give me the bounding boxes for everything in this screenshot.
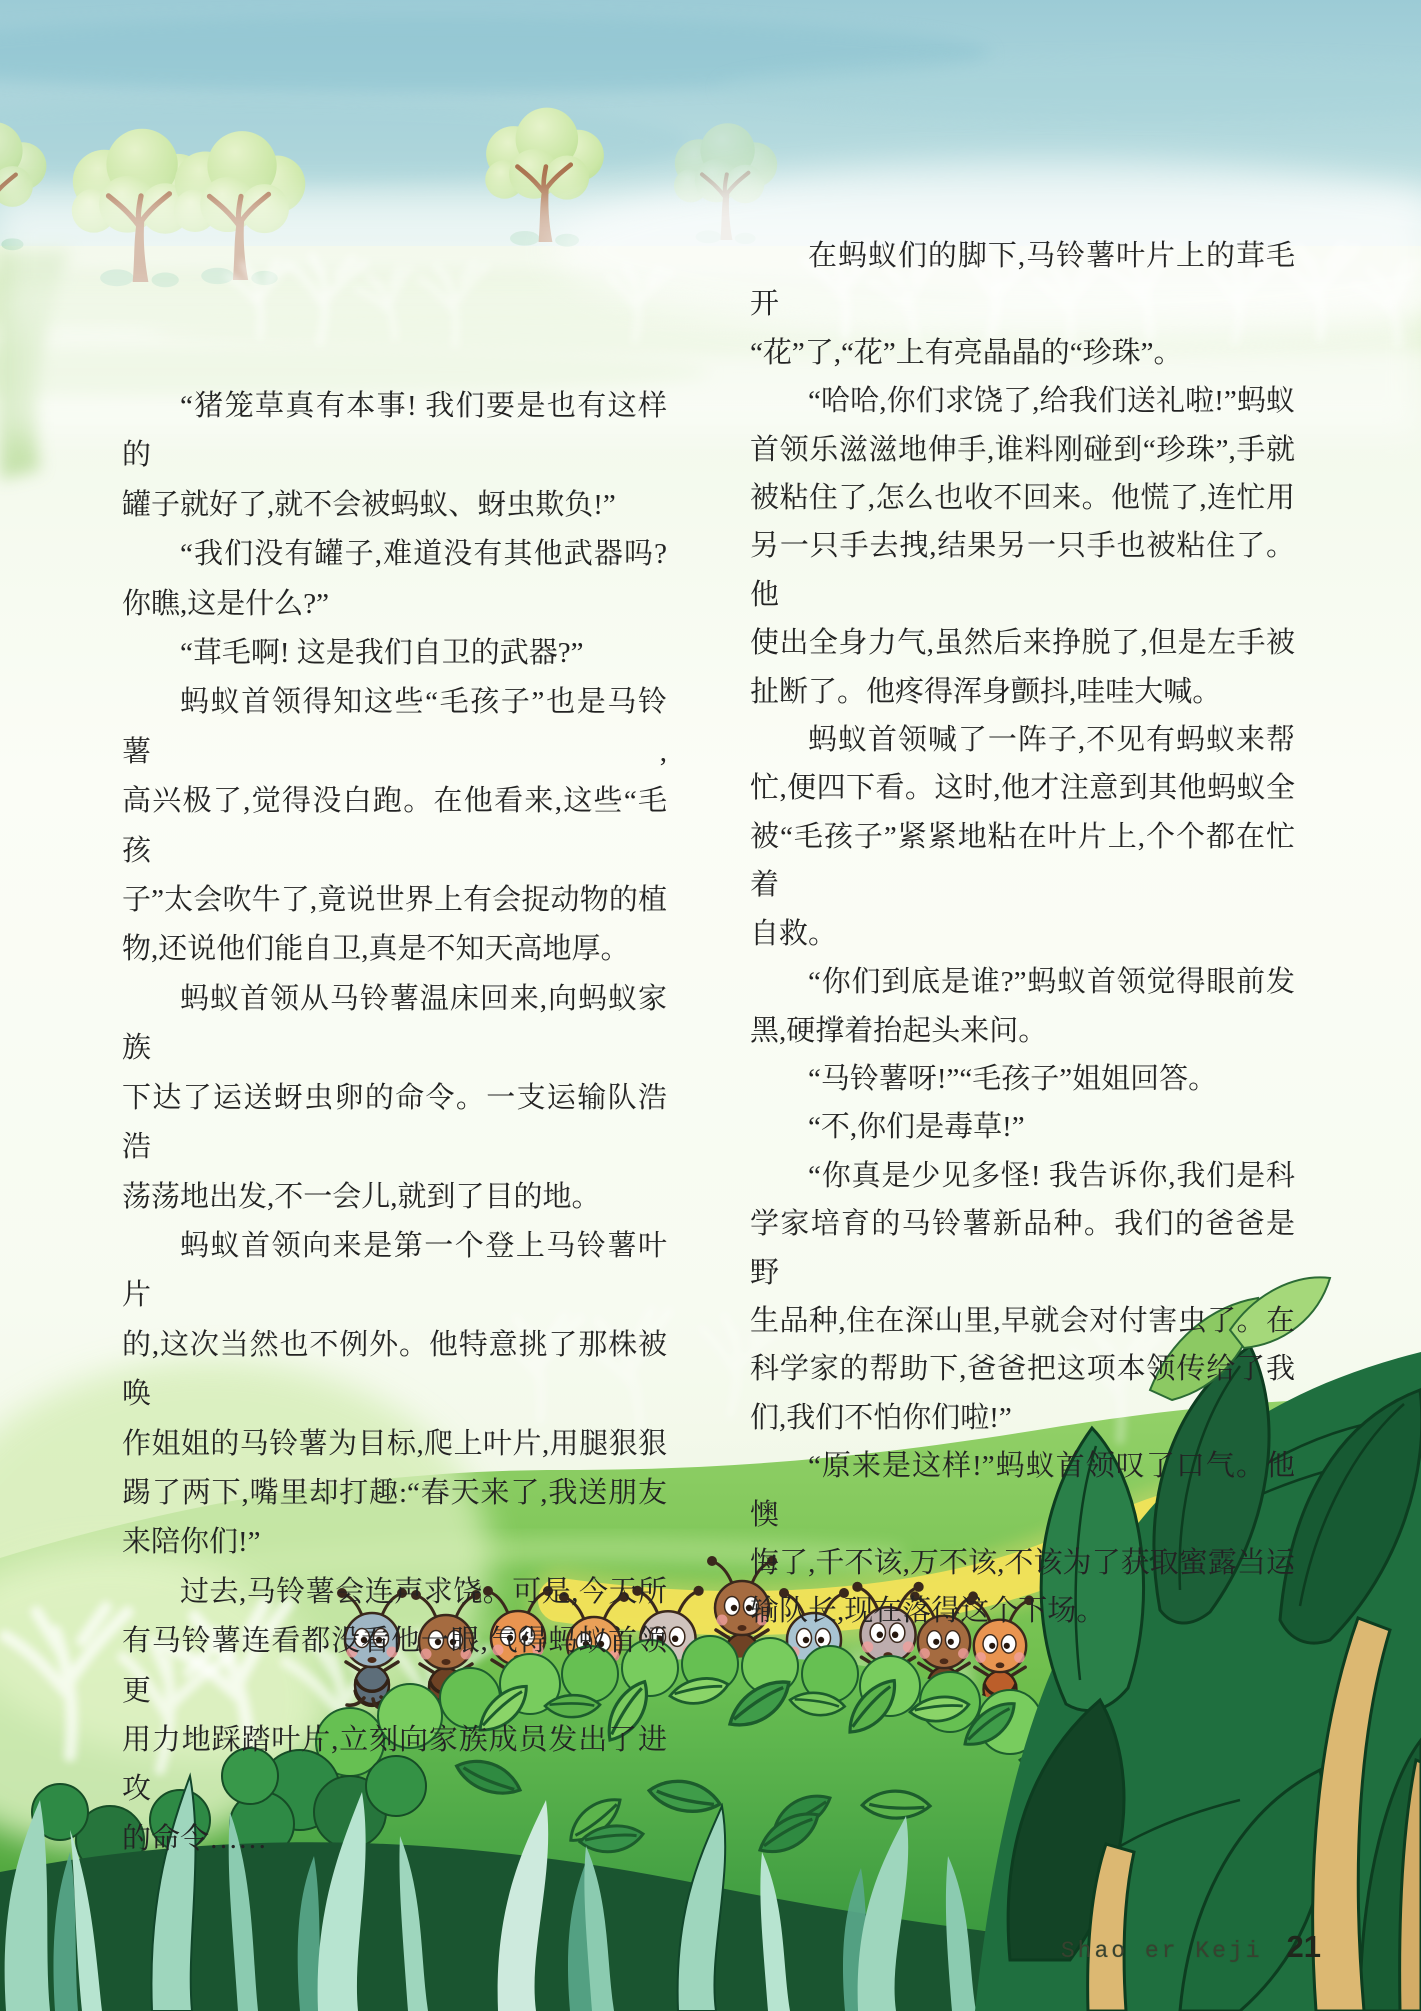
text-line: 你瞧,这是什么?” bbox=[122, 587, 329, 620]
text-line: 被“毛孩子”紧紧地粘在叶片上,个个都在忙着 bbox=[750, 820, 1295, 902]
page-number: 21 bbox=[1286, 1929, 1321, 1964]
text-line: “猪笼草真有本事! 我们要是也有这样的 bbox=[122, 390, 667, 472]
text-line: 高兴极了,觉得没白跑。在他看来,这些“毛孩 bbox=[122, 785, 667, 867]
text-line: 科学家的帮助下,爸爸把这项本领传给了我 bbox=[750, 1353, 1295, 1386]
text-line: 的命令…… bbox=[122, 1822, 268, 1855]
text-line: 作姐姐的马铃薯为目标,爬上叶片,用腿狠狠 bbox=[122, 1427, 667, 1460]
story-left-column bbox=[122, 382, 667, 1864]
text-line: 黑,硬撑着抬起头来问。 bbox=[750, 1014, 1048, 1047]
text-line: “你们到底是谁?”蚂蚁首领觉得眼前发 bbox=[808, 966, 1295, 999]
text-line: 蚂蚁首领向来是第一个登上马铃薯叶片 bbox=[122, 1229, 667, 1312]
text-line: 使出全身力气,虽然后来挣脱了,但是左手被 bbox=[750, 627, 1295, 660]
text-line: 输队长,现在落得这个下场。 bbox=[750, 1595, 1106, 1628]
text-line: 过去,马铃薯会连声求饶。可是,今天所 bbox=[180, 1575, 667, 1608]
text-line: “你真是少见多怪! 我告诉你,我们是科 bbox=[808, 1159, 1295, 1192]
text-line: “茸毛啊! 这是我们自卫的武器?” bbox=[180, 637, 584, 670]
text-line: 被粘住了,怎么也收不回来。他慌了,连忙用 bbox=[750, 482, 1295, 515]
text-line: 罐子就好了,就不会被蚂蚁、蚜虫欺负!” bbox=[122, 488, 616, 521]
text-line: “原来是这样!”蚂蚁首领叹了口气。他懊 bbox=[750, 1450, 1295, 1531]
text-line: 学家培育的马铃薯新品种。我们的爸爸是野 bbox=[750, 1208, 1295, 1289]
text-line: 在蚂蚁们的脚下,马铃薯叶片上的茸毛开 bbox=[750, 240, 1295, 321]
text-line: 子”太会吹牛了,竟说世界上有会捉动物的植 bbox=[122, 884, 667, 917]
text-line: 来陪你们!” bbox=[122, 1526, 261, 1559]
text-line: 踢了两下,嘴里却打趣:“春天来了,我送朋友 bbox=[122, 1476, 667, 1509]
page-footer bbox=[1061, 1929, 1321, 1965]
text-line: 蚂蚁首领喊了一阵子,不见有蚂蚁来帮 bbox=[808, 724, 1295, 757]
text-line: 有马铃薯连看都没看他一眼,气得蚂蚁首领更 bbox=[122, 1625, 667, 1707]
text-line: 蚂蚁首领得知这些“毛孩子”也是马铃薯, bbox=[122, 686, 667, 768]
text-line: 下达了运送蚜虫卵的命令。一支运输队浩浩 bbox=[122, 1081, 667, 1164]
text-line: “哈哈,你们求饶了,给我们送礼啦!”蚂蚁 bbox=[808, 385, 1295, 418]
text-line: 荡荡地出发,不一会儿,就到了目的地。 bbox=[122, 1180, 601, 1213]
text-line: 首领乐滋滋地伸手,谁料刚碰到“珍珠”,手就 bbox=[750, 433, 1295, 466]
text-line: 扯断了。他疼得浑身颤抖,哇哇大喊。 bbox=[750, 675, 1222, 708]
text-line: “我们没有罐子,难道没有其他武器吗? bbox=[180, 538, 667, 571]
text-line: 们,我们不怕你们啦!” bbox=[750, 1401, 1012, 1434]
story-right-column bbox=[750, 232, 1295, 1636]
text-line: 生品种,住在深山里,早就会对付害虫了。在 bbox=[750, 1304, 1295, 1337]
text-line: 忙,便四下看。这时,他才注意到其他蚂蚁全 bbox=[750, 772, 1295, 805]
text-line: 用力地踩踏叶片,立刻向家族成员发出了进攻 bbox=[122, 1723, 667, 1806]
text-line: 蚂蚁首领从马铃薯温床回来,向蚂蚁家族 bbox=[122, 982, 667, 1065]
text-line: “不,你们是毒草!” bbox=[808, 1111, 1025, 1144]
text-line: “花”了,“花”上有亮晶晶的“珍珠”。 bbox=[750, 336, 1183, 369]
text-line: 另一只手去拽,结果另一只手也被粘住了。他 bbox=[750, 530, 1295, 611]
text-line: “马铃薯呀!”“毛孩子”姐姐回答。 bbox=[808, 1062, 1218, 1095]
text-line: 自救。 bbox=[750, 917, 838, 950]
text-line: 物,还说他们能自卫,真是不知天高地厚。 bbox=[122, 933, 630, 966]
text-line: 的,这次当然也不例外。他特意挑了那株被唤 bbox=[122, 1328, 667, 1411]
text-line: 悔了,千不该,万不该,不该为了获取蜜露当运 bbox=[750, 1546, 1295, 1579]
journal-name: Shao er Keji bbox=[1060, 1938, 1263, 1964]
